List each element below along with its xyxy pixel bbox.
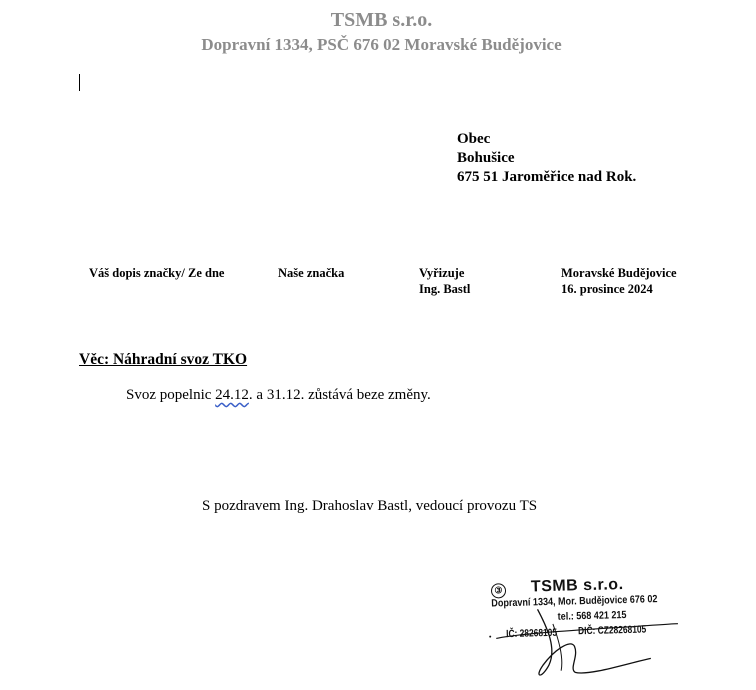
- place-date: [561, 265, 677, 297]
- recipient-line-1: Obec: [457, 131, 491, 147]
- recipient-line-2: Bohušice: [457, 150, 515, 166]
- handled-by: [419, 265, 470, 297]
- stamp-ic: IČ: 28268105: [506, 626, 558, 641]
- handled-by-label: Vyřizuje: [419, 266, 465, 280]
- greeting-signoff: S pozdravem Ing. Drahoslav Bastl, vedoucí provozu TS: [202, 498, 538, 514]
- handwritten-signature: [476, 565, 699, 689]
- recipient-line-3: 675 51 Jaroměřice nad Rok.: [457, 169, 637, 185]
- text-cursor: [79, 74, 80, 91]
- recipient-address: [457, 130, 636, 187]
- body-paragraph: [126, 387, 431, 404]
- place: Moravské Budějovice: [561, 266, 677, 280]
- company-address: Dopravní 1334, PSČ 676 02 Moravské Budějovice: [201, 35, 562, 54]
- company-name: TSMB s.r.o.: [330, 9, 433, 31]
- stamp-logo-icon: ③: [491, 583, 506, 598]
- company-stamp: [476, 565, 699, 689]
- body-text-after: . a 31.12. zůstává beze změny.: [248, 387, 431, 403]
- subject-line: Věc: Náhradní svoz TKO: [79, 351, 248, 368]
- stamp-dic: DIČ: CZ28268105: [577, 623, 647, 638]
- stamp-company-name: TSMB s.r.o.: [530, 576, 624, 596]
- your-letter-label: Váš dopis značky/ Ze dne: [89, 266, 225, 280]
- stamp-address: Dopravní 1334, Mor. Budějovice 676 02: [491, 593, 658, 610]
- body-text-before: Svoz popelnic: [126, 387, 216, 403]
- stamp-phone: tel.: 568 421 215: [557, 608, 627, 623]
- body-date-spellcheck: 24.12: [215, 387, 249, 403]
- our-ref-label: Naše značka: [278, 266, 345, 280]
- date: 16. prosince 2024: [561, 282, 653, 296]
- handled-by-value: Ing. Bastl: [419, 282, 471, 296]
